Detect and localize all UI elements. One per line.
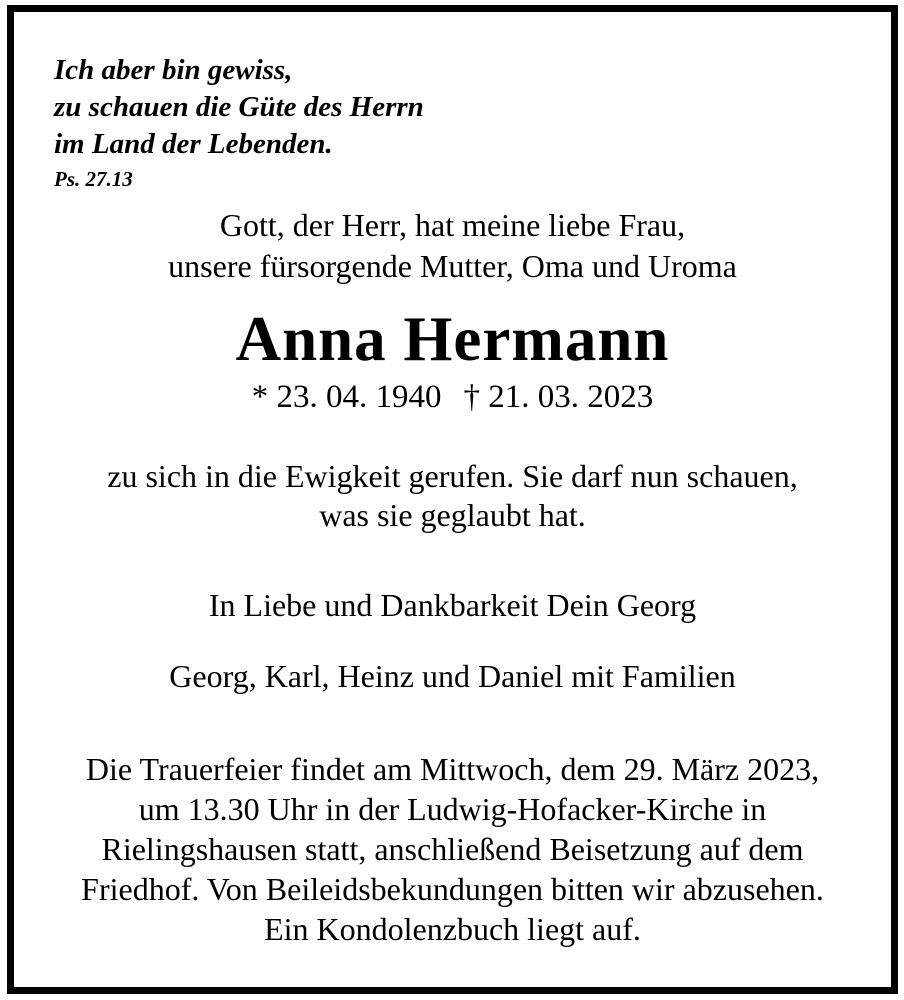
death-date-group <box>464 379 654 415</box>
called-line: zu sich in die Ewigkeit gerufen. Sie darf nun schauen, <box>107 458 798 494</box>
funeral-line: um 13.30 Uhr in der Ludwig-Hofacker-Kirche in <box>138 791 767 827</box>
deceased-name: Anna Hermann <box>235 304 670 374</box>
scripture-quote <box>54 52 851 163</box>
notice-border-frame <box>7 5 898 994</box>
funeral-line: Rielingshausen statt, anschließend Beisetzung auf dem <box>101 831 804 867</box>
birth-symbol: * <box>251 379 269 415</box>
notice-content <box>14 12 891 949</box>
birth-date-group <box>252 379 442 415</box>
life-dates <box>54 377 851 417</box>
death-date: 21. 03. 2023 <box>488 379 654 415</box>
funeral-line: Ein Kondolenzbuch liegt auf. <box>264 911 641 947</box>
birth-date: 23. 04. 1940 <box>276 379 442 415</box>
quote-line: im Land der Lebenden. <box>54 128 333 160</box>
farewell-line: In Liebe und Dankbarkeit Dein Georg <box>208 587 697 623</box>
family-line: Georg, Karl, Heinz und Daniel mit Familien <box>169 658 736 694</box>
funeral-line: Friedhof. Von Beileidsbekundungen bitten wir abzusehen. <box>81 871 824 907</box>
quote-line: zu schauen die Güte des Herrn <box>54 91 424 123</box>
intro-line: unsere fürsorgende Mutter, Oma und Uroma <box>168 248 737 284</box>
called-text <box>54 457 851 535</box>
called-line: was sie geglaubt hat. <box>319 497 586 533</box>
intro-line: Gott, der Herr, hat meine liebe Frau, <box>219 207 686 243</box>
funeral-details <box>54 749 851 949</box>
quote-line: Ich aber bin gewiss, <box>54 54 293 86</box>
intro-text <box>54 205 851 287</box>
funeral-line: Die Trauerfeier findet am Mittwoch, dem 29. März 2023, <box>85 751 820 787</box>
death-cross-symbol: † <box>463 379 480 415</box>
scripture-reference: Ps. 27.13 <box>54 167 133 191</box>
